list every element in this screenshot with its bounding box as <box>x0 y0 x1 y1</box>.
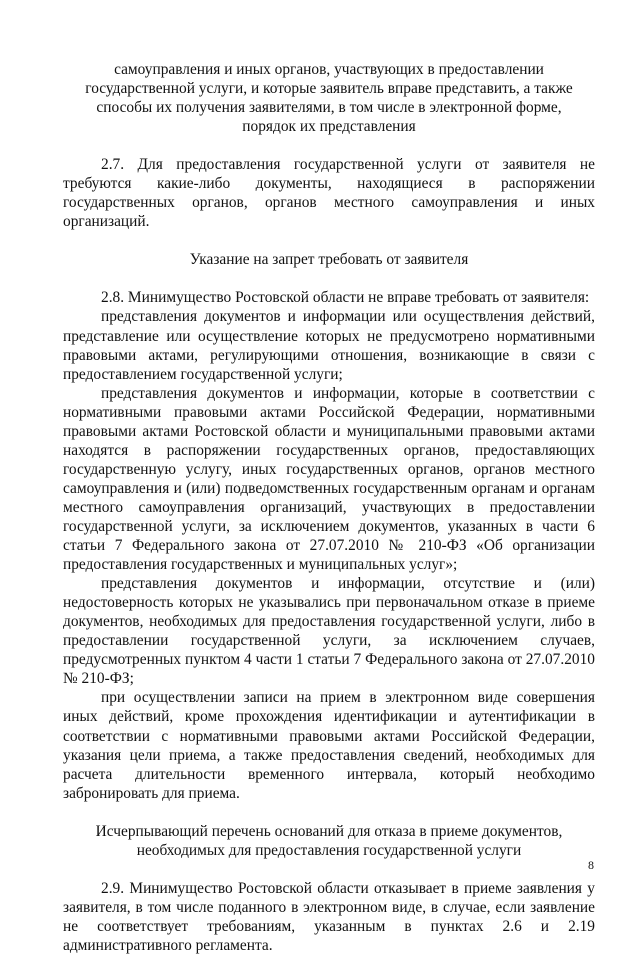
heading-line: способы их получения заявителями, в том числе в электронной форме, <box>96 99 562 117</box>
paragraph-2-8-item-b: представления документов и информации, которые в соответствии с нормативными правовыми актами Российской Федерации, нормативными правовыми актами Ростовской области и муниципальными правовыми актами находятся в распоряжении государственных органов, предоставляющих государственную услугу, иных государственных органов, органов местного самоуправления и (или) подведомственных государственным органам и органам местного самоуправления организаций, участвующих в предоставлении государственной услуги, за исключением документов, указанных в части 6 статьи 7 Федерального закона от 27.07.2010 № 210-ФЗ «Об организации предоставления государственных и муниципальных услуг»; <box>63 384 595 574</box>
document-body <box>63 60 595 955</box>
section-heading-refusal <box>63 822 595 860</box>
paragraph-2-8-intro: 2.8. Минимущество Ростовской области не вправе требовать от заявителя: <box>101 289 590 307</box>
page-number: 8 <box>588 858 594 872</box>
heading-line: порядок их представления <box>242 118 416 136</box>
section-heading-prohibition: Указание на запрет требовать от заявителя <box>189 251 469 269</box>
paragraph-2-8-item-c: представления документов и информации, отсутствие и (или) недостоверность которых не указывались при первоначальном отказе в приеме документов, необходимых для предоставления государственной услуги, либо в предоставлении государственной услуги, за исключением случаев, предусмотренных пунктом 4 части 1 статьи 7 Федерального закона от 27.07.2010 № 210-ФЗ; <box>63 575 595 688</box>
heading-line: необходимых для предоставления государственной услуги <box>136 841 522 859</box>
paragraph-2-8-item-d: при осуществлении записи на прием в электронном виде совершения иных действий, кроме прохождения идентификации и аутентификации в соответствии с нормативными правовыми актами Российской Федерации, указания цели приема, а также предоставления сведений, необходимых для расчета длительности временного интервала, который необходимо забронировать для приема. <box>63 689 595 802</box>
paragraph-2-7: 2.7. Для предоставления государственной услуги от заявителя не требуются какие-либо документы, находящиеся в распоряжении государственных органов, органов местного самоуправления и иных организаций. <box>63 156 595 231</box>
paragraph-2-8-item-a: представления документов и информации или осуществления действий, представление или осуществление которых не предусмотрено нормативными правовыми актами, регулирующими отношения, возникающие в связи с предоставлением государственной услуги; <box>63 308 595 383</box>
section-heading-documents <box>63 60 595 136</box>
heading-line: Исчерпывающий перечень оснований для отказа в приеме документов, <box>95 822 563 840</box>
heading-line: самоуправления и иных органов, участвующих в предоставлении <box>114 61 544 78</box>
heading-line: государственной услуги, и которые заявитель вправе представить, а также <box>85 80 573 98</box>
paragraph-2-9: 2.9. Минимущество Ростовской области отказывает в приеме заявления у заявителя, в том числе поданного в электронном виде, в случае, если заявление не соответствует требованиям, указанным в пунктах 2.6 и 2.19 административного регламента. <box>63 879 595 954</box>
